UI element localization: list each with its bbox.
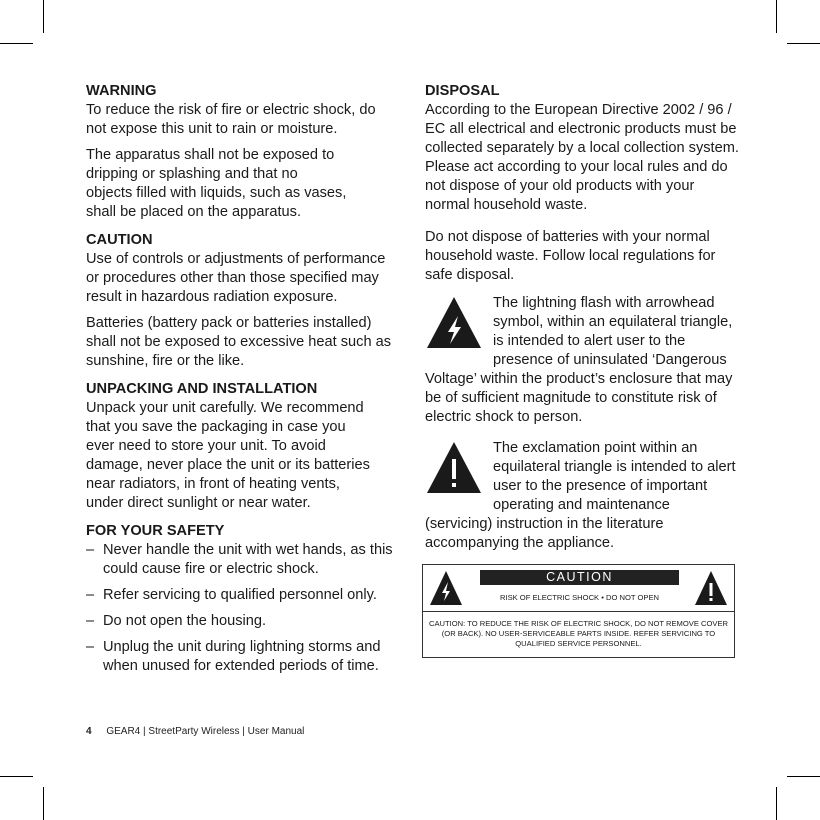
warning-para-1: To reduce the risk of fire or electric shock, do not expose this unit to rain or moisture. — [86, 102, 376, 137]
exclamation-triangle-icon — [425, 439, 483, 495]
left-column — [86, 82, 398, 690]
crop-mark — [776, 0, 777, 33]
caution-label — [422, 564, 735, 658]
crop-mark — [787, 776, 820, 777]
lightning-symbol-block — [425, 294, 741, 427]
caution-para-2: Batteries (battery pack or batteries installed) shall not be exposed to excessive heat such as sunshine, fire or the like. — [86, 315, 392, 369]
caution-label-title: CAUTION — [480, 570, 679, 585]
crop-mark — [787, 43, 820, 44]
safety-heading: FOR YOUR SAFETY — [86, 523, 225, 539]
safety-item-text: Never handle the unit with wet hands, as this could cause fire or electric shock. — [103, 542, 393, 577]
list-item: – Unplug the unit during lightning storms and when unused for extended periods of time. — [86, 639, 381, 674]
unpacking-heading: UNPACKING AND INSTALLATION — [86, 381, 318, 397]
safety-item-text: Unplug the unit during lightning storms and when unused for extended periods of time. — [103, 639, 381, 674]
right-column — [425, 82, 741, 565]
crop-mark — [776, 787, 777, 820]
disposal-section — [425, 82, 741, 285]
list-item: – Refer servicing to qualified personnel only. — [86, 587, 377, 603]
disposal-para-2: Do not dispose of batteries with your normal household waste. Follow local regulations for safe disposal. — [425, 229, 716, 283]
exclamation-description: The exclamation point within an equilateral triangle is intended to alert user to the presence of important operating and maintenance (servicing) instruction in the literature accompanying the appliance. — [425, 440, 736, 551]
page-number: 4 — [86, 726, 92, 737]
disposal-heading: DISPOSAL — [425, 83, 500, 99]
lightning-description: The lightning flash with arrowhead symbol, within an equilateral triangle, is intended to alert user to the presence of uninsulated ‘Dangerous Voltage’ within the product’s enclosure that may be of sufficient magnitude to constitute risk of electric shock to person. — [425, 295, 733, 425]
caution-label-body: CAUTION: TO REDUCE THE RISK OF ELECTRIC SHOCK, DO NOT REMOVE COVER (OR BACK). NO USER-SERVICEABLE PARTS INSIDE. REFER SERVICING TO QUALIFIED SERVICE PERSONNEL. — [428, 619, 728, 648]
footer-text: GEAR4 | StreetParty Wireless | User Manual — [106, 726, 305, 737]
crop-mark — [43, 787, 44, 820]
caution-label-header — [423, 565, 734, 612]
caution-para-1: Use of controls or adjustments of performance or procedures other than those specified may result in hazardous radiation exposure. — [86, 251, 386, 305]
caution-label-subtitle: RISK OF ELECTRIC SHOCK • DO NOT OPEN — [499, 593, 660, 602]
warning-para-2: The apparatus shall not be exposed to dripping or splashing and that no objects filled with liquids, such as vases, shall be placed on the apparatus. — [86, 147, 347, 220]
list-item: – Never handle the unit with wet hands, as this could cause fire or electric shock. — [86, 542, 393, 577]
safety-item-text: Do not open the housing. — [103, 613, 267, 629]
crop-mark — [0, 43, 33, 44]
lightning-triangle-icon — [425, 294, 483, 350]
list-item: – Do not open the housing. — [86, 613, 267, 629]
caution-heading: CAUTION — [86, 232, 153, 248]
exclamation-symbol-block — [425, 439, 741, 553]
disposal-para-1: According to the European Directive 2002 / 96 / EC all electrical and electronic products must be collected separately by a local collection system. Please act according to your local rules and do not dispose of your old products with your normal household waste. — [425, 102, 739, 213]
exclamation-triangle-icon — [694, 570, 728, 606]
warning-section — [86, 82, 398, 222]
crop-mark — [0, 776, 33, 777]
warning-heading: WARNING — [86, 83, 157, 99]
safety-section — [86, 522, 398, 676]
lightning-triangle-icon — [429, 570, 463, 606]
safety-item-text: Refer servicing to qualified personnel only. — [103, 587, 377, 603]
crop-mark — [43, 0, 44, 33]
unpacking-section — [86, 380, 398, 513]
page-footer — [86, 726, 304, 737]
caution-section — [86, 231, 398, 371]
safety-list — [86, 541, 398, 676]
unpacking-para-1: Unpack your unit carefully. We recommend that you save the packaging in case you ever need to store your unit. To avoid damage, never place the unit or its batteries near radiators, in front of heating vents, under direct sunlight or near water. — [86, 400, 370, 511]
